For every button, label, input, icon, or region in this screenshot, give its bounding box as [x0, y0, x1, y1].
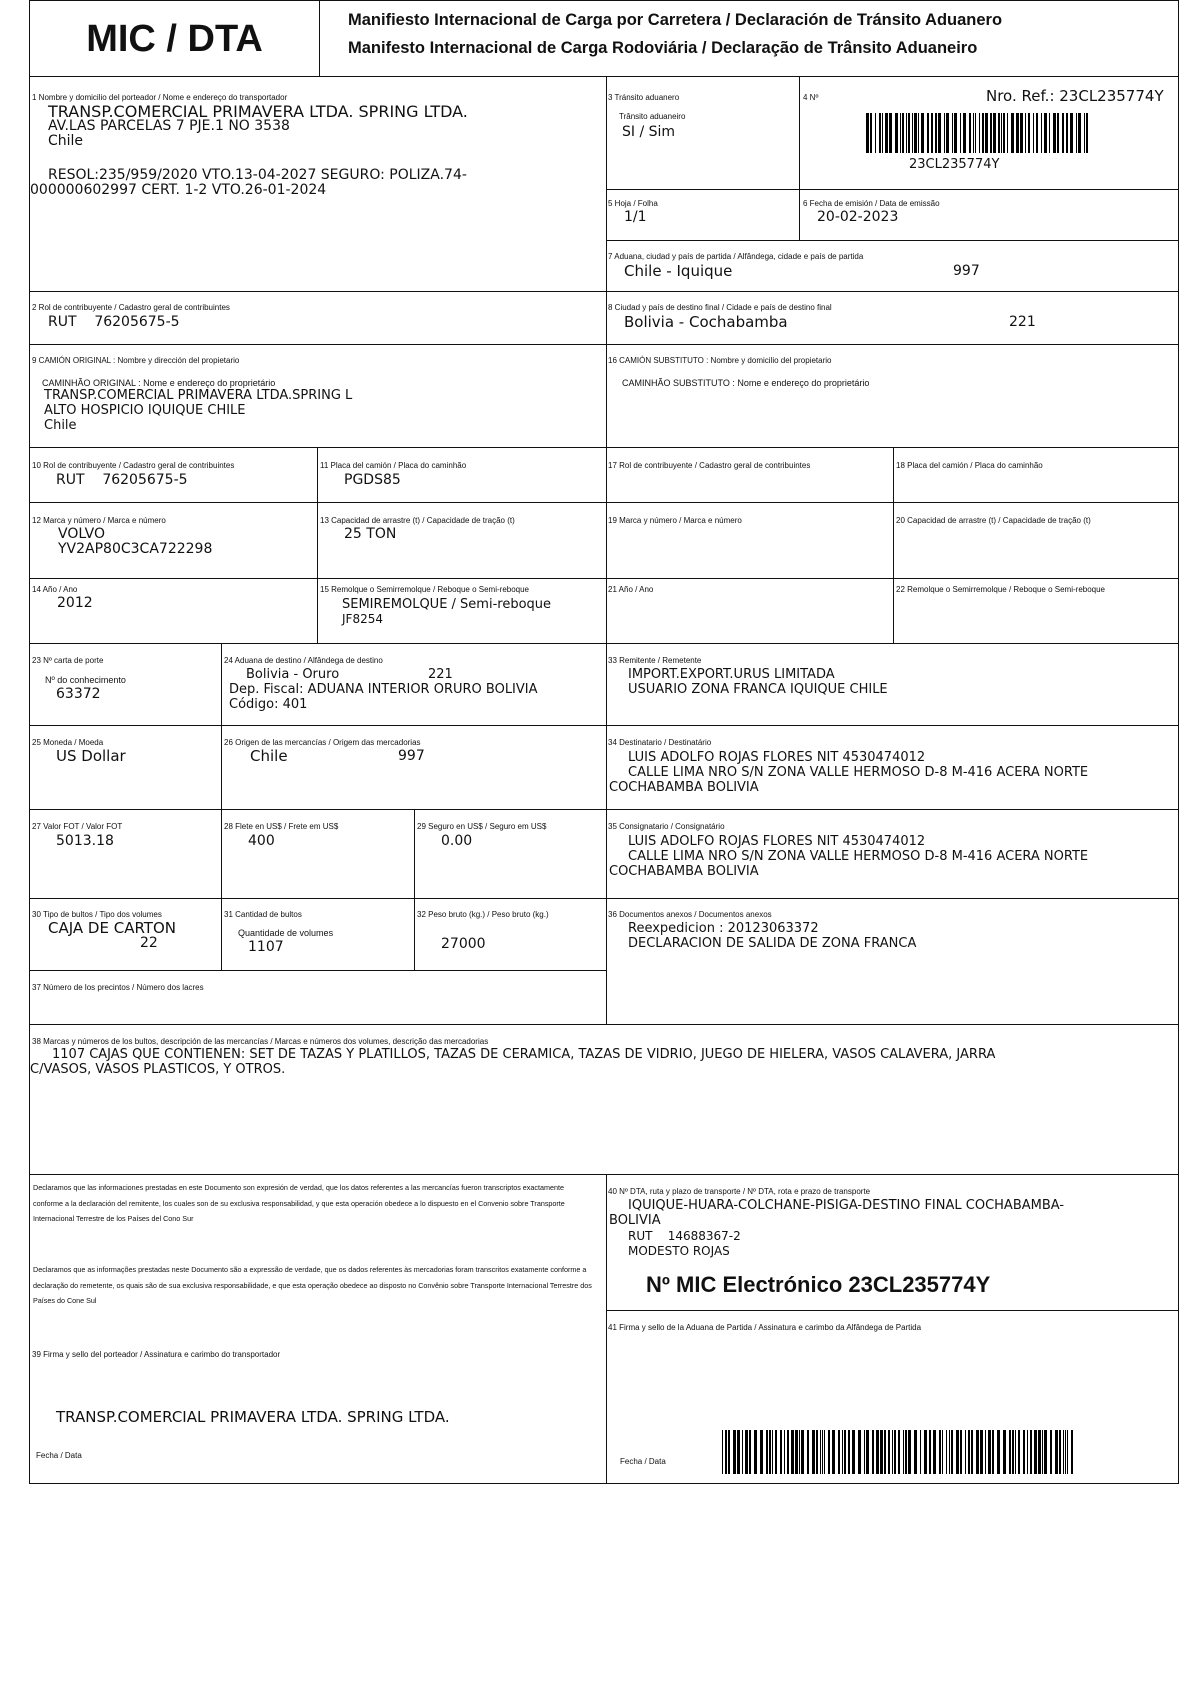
f23-label: 23 Nº carta de porte: [32, 656, 104, 665]
title-portuguese: Manifesto Internacional de Carga Rodoviária / Declaração de Trânsito Aduaneiro: [348, 39, 978, 57]
f10-label: 10 Rol de contribuyente / Cadastro geral de contribuintes: [32, 461, 235, 470]
notify-address: CALLE LIMA NRO S/N ZONA VALLE HERMOSO D-8 M-416 ACERA NORTE: [628, 849, 1089, 864]
notify-name: LUIS ADOLFO ROJAS FLORES NIT 4530474012: [628, 834, 926, 849]
f25-label: 25 Moneda / Moeda: [32, 738, 104, 747]
f40-label: 40 Nº DTA, ruta y plazo de transporte / Nº DTA, rota e prazo de transporte: [608, 1187, 871, 1196]
package-type: CAJA DE CARTON: [48, 919, 176, 937]
carrier-country: Chile: [48, 133, 84, 149]
route-person: MODESTO ROJAS: [628, 1244, 730, 1258]
departure-code: 997: [953, 263, 980, 279]
f23-sublabel: Nº do conhecimento: [45, 675, 126, 685]
truck-owner-country: Chile: [44, 418, 77, 433]
towing-capacity: 25 TON: [344, 526, 397, 542]
sender-name: IMPORT.EXPORT.URUS LIMITADA: [628, 667, 835, 682]
box-f37: [29, 970, 607, 1025]
destination-code: 221: [1009, 314, 1036, 330]
f9-label: 9 CAMIÓN ORIGINAL : Nombre y dirección del propietario: [32, 356, 240, 365]
fot-value: 5013.18: [56, 833, 114, 849]
box-f17: [606, 447, 894, 503]
freight-value: 400: [248, 833, 275, 849]
truck-owner-name: TRANSP.COMERCIAL PRIMAVERA LTDA.SPRING L: [44, 388, 353, 403]
f31-sublabel: Quantidade de volumes: [238, 928, 334, 938]
consignee-name: LUIS ADOLFO ROJAS FLORES NIT 4530474012: [628, 750, 926, 765]
f24-label: 24 Aduana de destino / Alfândega de destino: [224, 656, 383, 665]
f7-label: 7 Aduana, ciudad y país de partida / Alfândega, cidade e país de partida: [608, 252, 864, 261]
box-f19: [606, 502, 894, 579]
f6-label: 6 Fecha de emisión / Data de emissão: [803, 199, 940, 208]
goods-origin: Chile: [250, 747, 288, 765]
manifest-barcode: [866, 113, 1092, 153]
route-line1: IQUIQUE-HUARA-COLCHANE-PISIGA-DESTINO FINAL COCHABAMBA-: [628, 1198, 1065, 1213]
f12-label: 12 Marca y número / Marca e número: [32, 516, 166, 525]
f21-label: 21 Año / Ano: [608, 585, 654, 594]
f32-label: 32 Peso bruto (kg.) / Peso bruto (kg.): [417, 910, 549, 919]
f41-label: 41 Firma y sello de la Aduana de Partida / Assinatura e carimbo da Alfândega de Partida: [608, 1323, 922, 1332]
goods-description-line2: C/VASOS, VASOS PLASTICOS, Y OTROS.: [30, 1062, 286, 1077]
goods-origin-code: 997: [398, 748, 425, 764]
truck-brand: VOLVO: [58, 526, 105, 542]
declaration-portuguese: Declaramos que as informações prestadas neste Documento são a expressão de verdade, que os dados referentes às mercadorias foram transcritos exatamente conforme a declaração do remetente, os quais são de sua exclusiva responsabilidade, e que esta operação obedece ao disposto no Convênio sobre Transporte Internacional Terrestre dos Países do Cone Sul: [33, 1265, 592, 1305]
f11-label: 11 Placa del camión / Placa do caminhão: [320, 461, 467, 470]
f17-label: 17 Rol de contribuyente / Cadastro geral de contribuintes: [608, 461, 811, 470]
departure-place: Chile - Iquique: [624, 262, 733, 280]
goods-description-line1: 1107 CAJAS QUE CONTIENEN: SET DE TAZAS Y PLATILLOS, TAZAS DE CERAMICA, TAZAS DE VIDRIO, JUEGO DE HIELERA, VASOS CALAVERA, JARRA: [52, 1047, 996, 1062]
truck-owner-address: ALTO HOSPICIO IQUIQUE CHILE: [44, 403, 246, 418]
f2-label: 2 Rol de contribuyente / Cadastro geral de contribuintes: [32, 303, 230, 312]
route-rut: RUT 14688367-2: [628, 1229, 741, 1243]
sender-info: USUARIO ZONA FRANCA IQUIQUE CHILE: [628, 682, 888, 697]
f41-date-label: Fecha / Data: [620, 1457, 666, 1466]
package-type-count: 22: [140, 935, 158, 951]
fiscal-deposit: Dep. Fiscal: ADUANA INTERIOR ORURO BOLIVIA: [229, 682, 538, 697]
gross-weight: 27000: [441, 936, 486, 952]
barcode-gap: [1073, 1430, 1075, 1474]
f28-label: 28 Flete en US$ / Frete em US$: [224, 822, 339, 831]
carrier-resolution-line2: 000000602997 CERT. 1-2 VTO.26-01-2024: [30, 182, 327, 198]
taxpayer-rut: RUT 76205675-5: [48, 314, 180, 330]
truck-vin: YV2AP80C3CA722298: [58, 541, 213, 557]
carrier-signature: TRANSP.COMERCIAL PRIMAVERA LTDA. SPRING LTDA.: [56, 1408, 450, 1426]
currency: US Dollar: [56, 747, 126, 765]
f5-label: 5 Hoja / Folha: [608, 199, 658, 208]
f33-label: 33 Remitente / Remetente: [608, 656, 702, 665]
carrier-name: TRANSP.COMERCIAL PRIMAVERA LTDA. SPRING LTDA.: [48, 102, 468, 121]
consignee-city: COCHABAMBA BOLIVIA: [609, 780, 759, 795]
annex-declaration: DECLARACION DE SALIDA DE ZONA FRANCA: [628, 936, 917, 951]
notify-city: COCHABAMBA BOLIVIA: [609, 864, 759, 879]
logo: MIC / DTA: [86, 18, 263, 60]
f20-label: 20 Capacidad de arrastre (t) / Capacidade de tração (t): [896, 516, 1091, 525]
f36-label: 36 Documentos anexos / Documentos anexos: [608, 910, 772, 919]
f27-label: 27 Valor FOT / Valor FOT: [32, 822, 123, 831]
f13-label: 13 Capacidad de arrastre (t) / Capacidade de tração (t): [320, 516, 515, 525]
sheet-value: 1/1: [624, 209, 647, 225]
f4-label: 4 Nº: [803, 93, 819, 102]
customs-transit-value: SI / Sim: [622, 124, 676, 140]
truck-rut: RUT 76205675-5: [56, 472, 188, 488]
f38-label: 38 Marcas y números de los bultos, descripción de las mercancías / Marcas e números dos volumes, descrição das mercadorias: [32, 1037, 489, 1046]
f39-label: 39 Firma y sello del porteador / Assinatura e carimbo do transportador: [32, 1350, 281, 1359]
f18-label: 18 Placa del camión / Placa do caminhão: [896, 461, 1043, 470]
customs-code: Código: 401: [229, 697, 308, 712]
box-f18: [893, 447, 1179, 503]
trailer-plate: JF8254: [342, 612, 383, 626]
title-spanish: Manifiesto Internacional de Carga por Carretera / Declaración de Tránsito Aduanero: [348, 11, 1003, 29]
issue-date: 20-02-2023: [817, 209, 899, 225]
f22-label: 22 Remolque o Semirremolque / Reboque o Semi-reboque: [896, 585, 1106, 594]
carrier-resolution-line1: RESOL:235/959/2020 VTO.13-04-2027 SEGURO: POLIZA.74-: [48, 167, 467, 183]
barcode-gap: [1088, 113, 1091, 153]
f35-label: 35 Consignatario / Consignatário: [608, 822, 725, 831]
electronic-mic-number: Nº MIC Electrónico 23CL235774Y: [646, 1272, 991, 1297]
destination-customs: Bolivia - Oruro: [246, 667, 340, 682]
package-count: 1107: [248, 939, 284, 955]
destination-customs-code: 221: [428, 667, 453, 682]
f37-label: 37 Número de los precintos / Número dos lacres: [32, 983, 204, 992]
f31-label: 31 Cantidad de bultos: [224, 910, 302, 919]
f8-label: 8 Ciudad y país de destino final / Cidade e país de destino final: [608, 303, 832, 312]
f34-label: 34 Destinatario / Destinatário: [608, 738, 712, 747]
f9-sublabel: CAMINHÃO ORIGINAL : Nome e endereço do proprietário: [42, 378, 276, 388]
f3-label: 3 Tránsito aduanero: [608, 93, 680, 102]
f16-sublabel: CAMINHÃO SUBSTITUTO : Nome e endereço do proprietário: [622, 378, 870, 388]
consignee-address: CALLE LIMA NRO S/N ZONA VALLE HERMOSO D-8 M-416 ACERA NORTE: [628, 765, 1089, 780]
box-f20: [893, 502, 1179, 579]
f39-date-label: Fecha / Data: [36, 1451, 82, 1460]
barcode-caption: 23CL235774Y: [909, 157, 1000, 172]
f3-sublabel: Trânsito aduaneiro: [619, 112, 686, 121]
reference-number: Nro. Ref.: 23CL235774Y: [986, 87, 1164, 105]
waybill-number: 63372: [56, 686, 101, 702]
declaration-spanish: Declaramos que las informaciones prestadas en este Documento son expresión de verdad, que los datos referentes a las mercancías fueron transcriptos exactamente conforme a la declaración del remitente, los cuales son de su exclusiva responsabilidad, y que esta operación obedece a lo dispuesto en el Convenio sobre Transporte Internacional Terrestre de los Países del Cono Sur: [33, 1183, 565, 1223]
f30-label: 30 Tipo de bultos / Tipo dos volumes: [32, 910, 162, 919]
f16-label: 16 CAMIÓN SUBSTITUTO : Nombre y domicilio del propietario: [608, 356, 832, 365]
destination-place: Bolivia - Cochabamba: [624, 313, 788, 331]
f19-label: 19 Marca y número / Marca e número: [608, 516, 742, 525]
f1-label: 1 Nombre y domicilio del porteador / Nome e endereço do transportador: [32, 93, 288, 102]
f14-label: 14 Año / Ano: [32, 585, 78, 594]
footer-barcode: [722, 1430, 1077, 1474]
f29-label: 29 Seguro en US$ / Seguro em US$: [417, 822, 547, 831]
route-line2: BOLIVIA: [609, 1213, 661, 1228]
box-f32: [414, 898, 607, 971]
insurance-value: 0.00: [441, 833, 473, 849]
truck-plate: PGDS85: [344, 472, 401, 488]
trailer-type: SEMIREMOLQUE / Semi-reboque: [342, 597, 552, 612]
f15-label: 15 Remolque o Semirremolque / Reboque o Semi-reboque: [320, 585, 530, 594]
annex-reexpedition: Reexpedicion : 20123063372: [628, 921, 819, 936]
truck-year: 2012: [57, 595, 93, 611]
carrier-address: AV.LAS PARCELAS 7 PJE.1 NO 3538: [48, 118, 290, 134]
f26-label: 26 Origen de las mercancías / Origem das mercadorias: [224, 738, 421, 747]
